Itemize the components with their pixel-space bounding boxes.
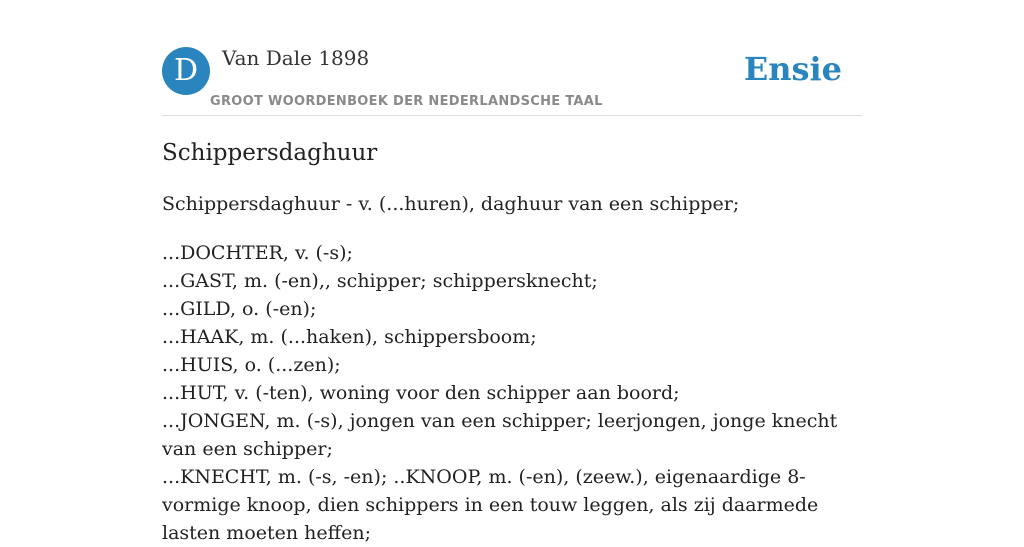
ensie-logo[interactable]: Ensie bbox=[743, 50, 842, 88]
entry-line: ...HUIS, o. (...zen); bbox=[162, 354, 341, 376]
entry-line: ...JONGEN, m. (-s), jongen van een schipper; leerjongen, jonge knecht van een schipper; bbox=[162, 410, 838, 460]
dictionary-subtitle: GROOT WOORDENBOEK DER NEDERLANDSCHE TAAL bbox=[210, 94, 603, 109]
entry-lines bbox=[162, 239, 864, 547]
entry-definition: Schippersdaghuur - v. (...huren), daghuur van een schipper; bbox=[162, 193, 740, 215]
entry-line: ...DOCHTER, v. (-s); bbox=[162, 242, 353, 264]
entry-line: ...GILD, o. (-en); bbox=[162, 298, 317, 320]
entry-line: ...HAAK, m. (...haken), schippersboom; bbox=[162, 326, 537, 348]
entry-line: ...KNECHT, m. (-s, -en); ..KNOOP, m. (-en), (zeew.), eigenaardige 8-vormige knoop, dien schippers in een touw leggen, als zij daarmede lasten moeten heffen; bbox=[162, 466, 819, 544]
entry-line: ...GAST, m. (-en),, schipper; schippersknecht; bbox=[162, 270, 598, 292]
entry-line: ...HUT, v. (-ten), woning voor den schipper aan boord; bbox=[162, 382, 680, 404]
logo-letter: D bbox=[173, 53, 199, 88]
dictionary-name[interactable]: Van Dale 1898 bbox=[222, 46, 370, 70]
header-divider bbox=[162, 115, 862, 116]
dictionary-logo[interactable] bbox=[162, 47, 210, 95]
entry-title: Schippersdaghuur bbox=[162, 140, 378, 166]
